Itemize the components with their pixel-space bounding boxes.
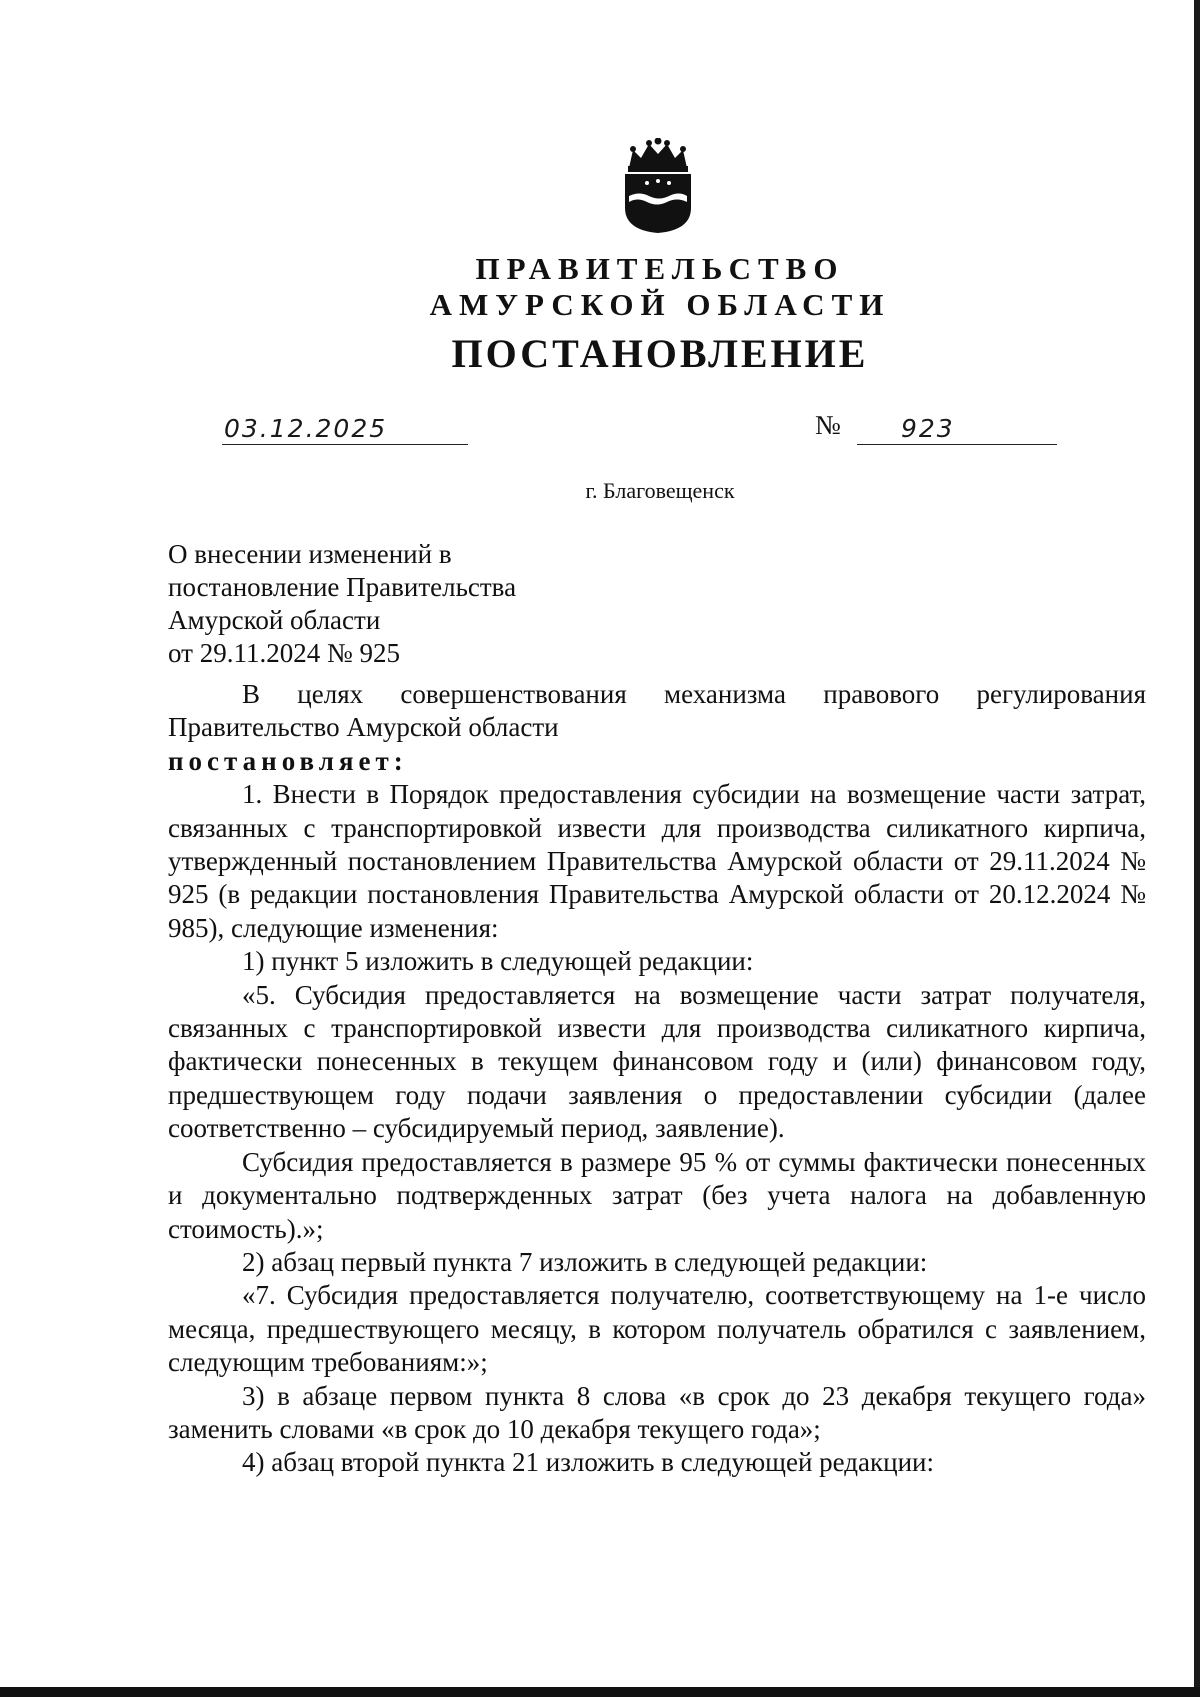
document-number-field: [857, 414, 1057, 445]
subitem-3: 3) в абзаце первом пункта 8 слова «в срок до 23 декабря текущего года» заменить словами «в срок до 10 декабря текущего года»;: [168, 1380, 1146, 1444]
intro-paragraph: В целях совершенствования механизма правового регулирования: [242, 679, 1146, 709]
resolves-keyword: постановляет:: [168, 745, 408, 776]
scan-edge-bottom: [0, 1687, 1200, 1697]
coat-of-arms-icon: [619, 138, 697, 234]
subject-line: от 29.11.2024 № 925: [168, 638, 400, 668]
handwritten-number: 923: [901, 414, 955, 443]
document-body: [168, 678, 1146, 1480]
document-date-field: [222, 414, 468, 445]
handwritten-date: 03.12.2025: [224, 414, 388, 443]
subitem-1: 1) пункт 5 изложить в следующей редакции:: [242, 946, 754, 977]
document-subject: [168, 538, 588, 670]
government-name-line1: ПРАВИТЕЛЬСТВО: [475, 251, 845, 286]
quote-point-5-paragraph-1: «5. Субсидия предоставляется на возмещение части затрат получателя, связанных с транспортировкой извести для производства силикатного кирпича, фактически понесенных в текущем финансовом году и (или) финансовом году, предшествующем году подачи заявления о предоставлении субсидии (далее соответственно – субсидируемый период, заявление).: [168, 979, 1146, 1144]
subject-line: О внесении изменений в: [168, 539, 452, 569]
subject-line: постановление Правительства: [168, 572, 517, 602]
government-name-line2: АМУРСКОЙ ОБЛАСТИ: [429, 287, 891, 322]
document-type-title: ПОСТАНОВЛЕНИЕ: [451, 331, 869, 376]
quote-point-7: «7. Субсидия предоставляется получателю, соответствующему на 1-е число месяца, предшествующего месяцу, в котором получатель обратился с заявлением, следующим требованиям:»;: [168, 1280, 1146, 1378]
intro-continuation: Правительство Амурской области: [168, 712, 559, 743]
subitem-4: 4) абзац второй пункта 21 изложить в следующей редакции:: [242, 1447, 934, 1478]
number-sign: №: [815, 410, 841, 440]
subject-line: Амурской области: [168, 605, 381, 635]
quote-point-5-paragraph-2: Субсидия предоставляется в размере 95 % от суммы фактически понесенных и документально подтвержденных затрат (без учета налога на добавленную стоимость).»;: [168, 1146, 1146, 1244]
subitem-2: 2) абзац первый пункта 7 изложить в следующей редакции:: [242, 1246, 928, 1277]
item-1-paragraph: 1. Внести в Порядок предоставления субсидии на возмещение части затрат, связанных с транспортировкой извести для производства силикатного кирпича, утвержденный постановлением Правительства Амурской области от 29.11.2024 № 925 (в редакции постановления Правительства Амурской области от 20.12.2024 № 985), следующие изменения:: [168, 779, 1146, 943]
city-name: г. Благовещенск: [585, 478, 735, 503]
